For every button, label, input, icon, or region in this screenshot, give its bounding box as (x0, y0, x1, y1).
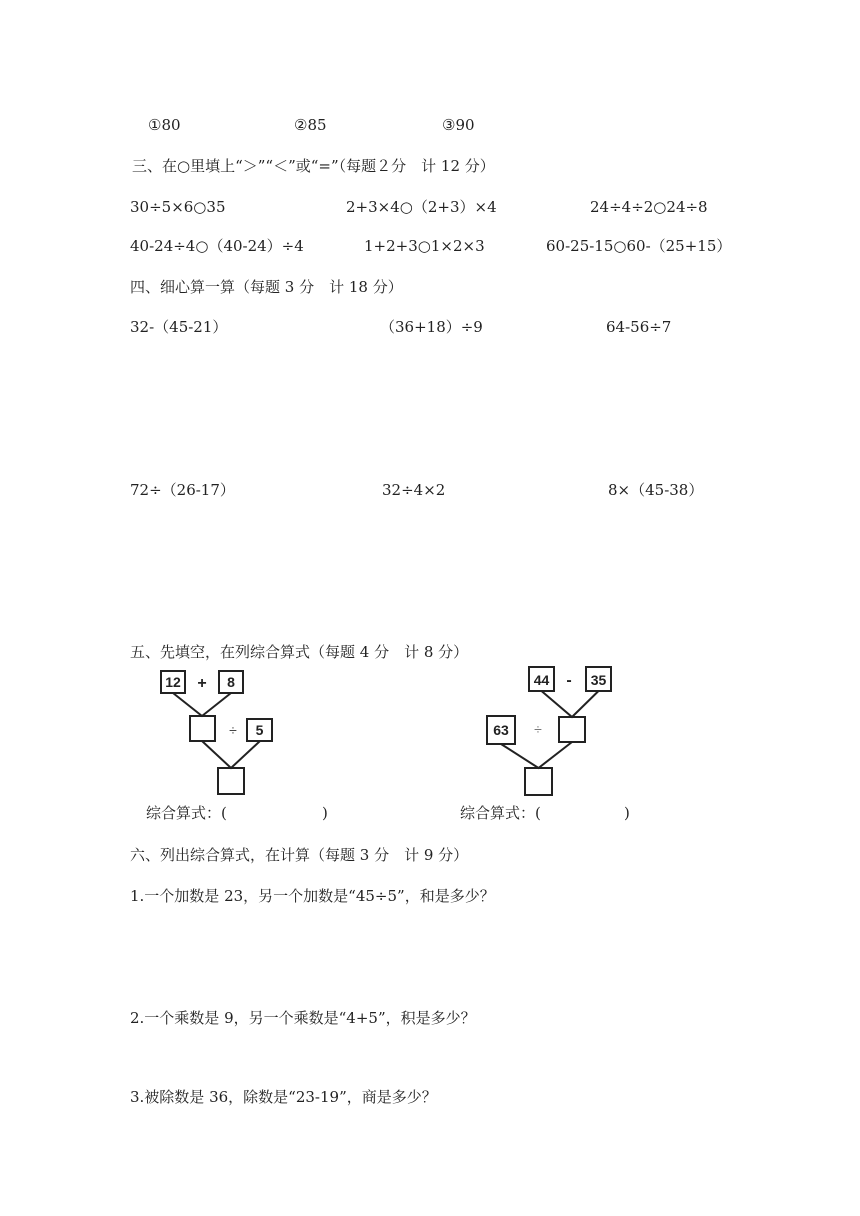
compare-item: 2+3×4○（2+3）×4 (346, 198, 497, 216)
choice-1: ①80 (148, 116, 181, 134)
tree2-num-c: 63 (493, 722, 509, 738)
formula-close-1: ) (322, 804, 328, 822)
formula-label-2: 综合算式：( (460, 804, 541, 822)
tree2-op-minus: - (566, 672, 572, 689)
compare-item: 30÷5×6○35 (130, 198, 226, 216)
compare-item: 40-24÷4○（40-24）÷4 (130, 237, 304, 255)
tree1-num-c: 5 (255, 722, 264, 738)
calc-item: 8×（45-38） (608, 481, 704, 499)
word-problem-3: 3.被除数是 36，除数是“23-19”，商是多少？ (130, 1088, 437, 1106)
compare-item: 60-25-15○60-（25+15） (546, 237, 732, 255)
tree2-num-b: 35 (590, 672, 607, 688)
calc-item: 72÷（26-17） (130, 481, 235, 499)
calc-tree-2 (480, 662, 620, 802)
choice-2: ②85 (294, 116, 327, 134)
calc-tree-1 (150, 662, 290, 802)
compare-item: 24÷4÷2○24÷8 (590, 198, 708, 216)
calc-item: 64-56÷7 (606, 318, 672, 336)
calc-item: 32÷4×2 (382, 481, 446, 499)
section-4-title: 四、细心算一算（每题 3 分 计 18 分） (130, 278, 403, 296)
formula-close-2: ) (624, 804, 630, 822)
compare-item: 1+2+3○1×2×3 (364, 237, 485, 255)
tree1-num-b: 8 (227, 674, 235, 690)
tree1-op-divide: ÷ (229, 722, 237, 738)
section-6-title: 六、列出综合算式，在计算（每题 3 分 计 9 分） (130, 846, 469, 864)
tree2-op-divide: ÷ (534, 721, 542, 737)
tree2-num-a: 44 (533, 672, 550, 688)
formula-label-1: 综合算式：( (146, 804, 227, 822)
word-problem-2: 2.一个乘数是 9，另一个乘数是“4+5”，积是多少？ (130, 1009, 476, 1027)
tree1-op-plus: + (197, 675, 207, 692)
calc-item: 32-（45-21） (130, 318, 228, 336)
choice-3: ③90 (442, 116, 475, 134)
tree1-num-a: 12 (165, 674, 181, 690)
word-problem-1: 1.一个加数是 23，另一个加数是“45÷5”，和是多少？ (130, 887, 495, 905)
calc-item: （36+18）÷9 (380, 318, 483, 336)
section-5-title: 五、先填空，在列综合算式（每题 4 分 计 8 分） (130, 643, 469, 661)
section-3-title: 三、在○里填上“＞”“＜”或“=”（每题２分 计 12 分） (132, 157, 495, 175)
